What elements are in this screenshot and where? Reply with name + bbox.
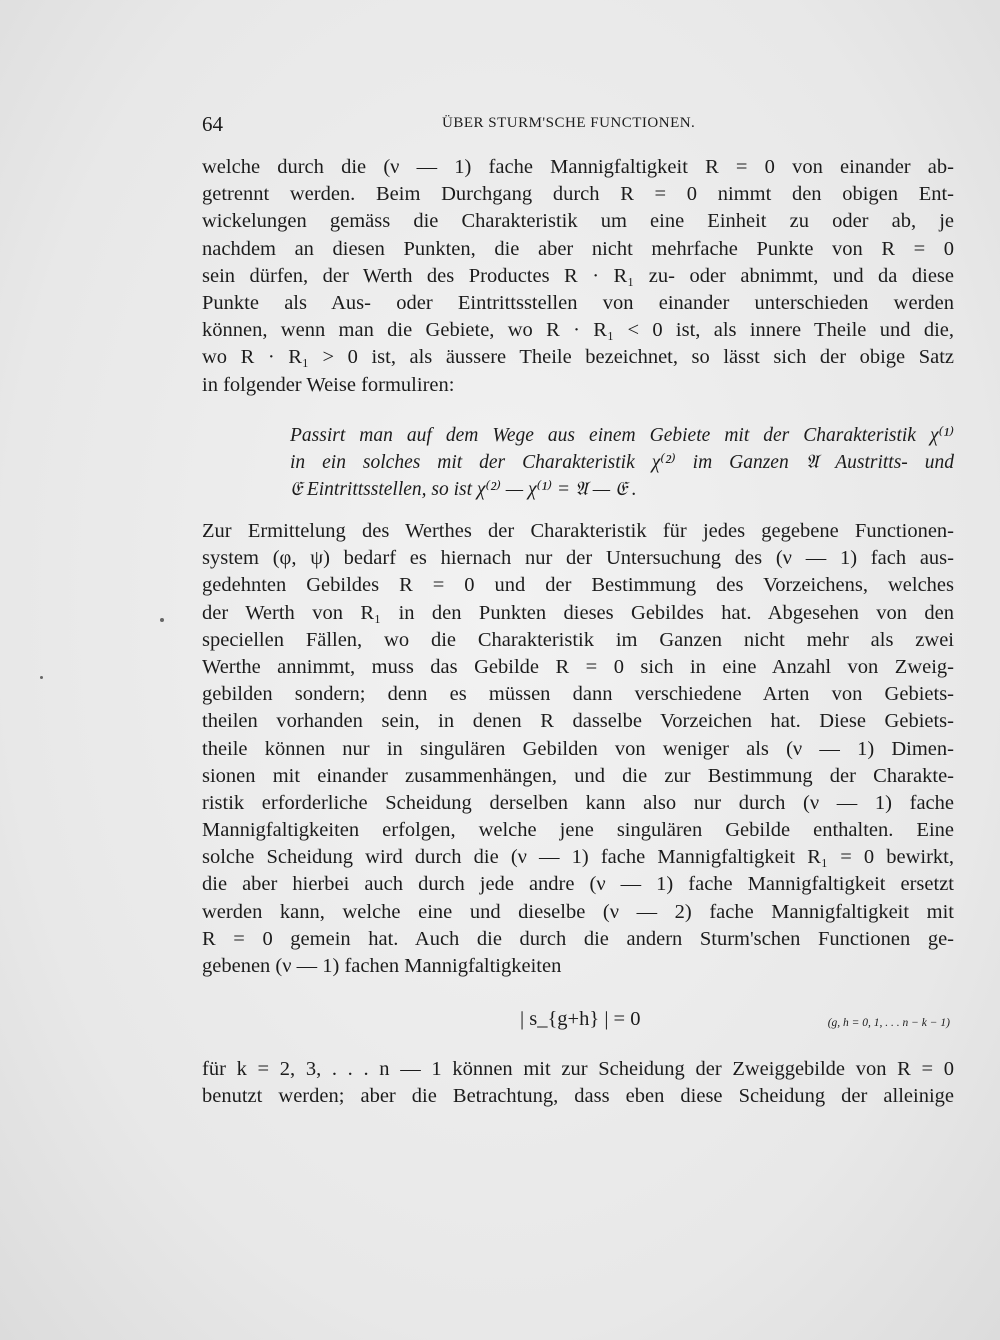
theorem-line: 𝔈 Eintrittsstellen, so ist χ⁽²⁾ — χ⁽¹⁾ = 𝔄 — 𝔈 . bbox=[290, 479, 637, 501]
paragraph-line: sionen mit einander zusammenhängen, und die zur Bestimmung der Charakte- bbox=[202, 764, 954, 787]
paragraph-line: wo R · R₁ > 0 ist, als äussere Theile bezeichnet, so lässt sich der obige Satz bbox=[202, 346, 954, 369]
paragraph-line: welche durch die (ν — 1) fache Mannigfaltigkeit R = 0 von einander ab- bbox=[202, 156, 954, 178]
paragraph-line: nachdem an diesen Punkten, die aber nicht mehrfache Punkte von R = 0 bbox=[202, 237, 954, 260]
paragraph-line: werden kann, welche eine und dieselbe (ν — 2) fache Mannigfaltigkeit mit bbox=[202, 900, 954, 923]
paragraph-line: theilen vorhanden sein, in denen R dasselbe Vorzeichen hat. Diese Gebiets- bbox=[202, 710, 954, 733]
paragraph-line: solche Scheidung wird durch die (ν — 1) fache Mannigfaltigkeit R₁ = 0 bewirkt, bbox=[202, 846, 954, 869]
paragraph-line: gedehnten Gebildes R = 0 und der Bestimmung des Vorzeichens, welches bbox=[202, 574, 954, 597]
paragraph-line: system (φ, ψ) bedarf es hiernach nur der Untersuchung des (ν — 1) fach aus- bbox=[202, 547, 954, 570]
page-header bbox=[202, 112, 952, 138]
running-title: ÜBER STURM'SCHE FUNCTIONEN. bbox=[442, 115, 696, 131]
paragraph-3 bbox=[202, 1056, 954, 1110]
formula-index-range: (g, h = 0, 1, . . . n − k − 1) bbox=[827, 1017, 950, 1029]
paragraph-line: R = 0 gemein hat. Auch die durch die andern Sturm'schen Functionen ge- bbox=[202, 927, 954, 950]
paragraph-line: gebenen (ν — 1) fachen Mannigfaltigkeiten bbox=[202, 955, 562, 977]
theorem-line: Passirt man auf dem Wege aus einem Gebiete mit der Charakteristik χ⁽¹⁾ bbox=[290, 425, 954, 446]
paragraph-line: in folgender Weise formuliren: bbox=[202, 373, 455, 396]
page-number: 64 bbox=[202, 112, 223, 136]
paragraph-line: der Werth von R₁ in den Punkten dieses Gebildes hat. Abgesehen von den bbox=[202, 601, 954, 624]
paragraph-line: getrennt werden. Beim Durchgang durch R = 0 nimmt den obigen Ent- bbox=[202, 183, 954, 206]
print-speck bbox=[160, 618, 164, 622]
display-formula bbox=[202, 1008, 954, 1038]
paragraph-line: speciellen Fällen, wo die Charakteristik im Ganzen nicht mehr als zwei bbox=[202, 628, 954, 651]
theorem-statement bbox=[290, 422, 954, 504]
paragraph-2 bbox=[202, 518, 954, 980]
paragraph-line: wickelungen gemäss die Charakteristik um eine Einheit zu oder ab, je bbox=[202, 210, 954, 233]
print-speck bbox=[40, 676, 43, 679]
paragraph-line: Werthe annimmt, muss das Gebilde R = 0 sich in eine Anzahl von Zweig- bbox=[202, 655, 954, 678]
paragraph-line: Zur Ermittelung des Werthes der Charakteristik für jedes gegebene Functionen- bbox=[202, 520, 954, 542]
paragraph-line: können, wenn man die Gebiete, wo R · R₁ < 0 ist, als innere Theile und die, bbox=[202, 319, 954, 342]
paragraph-line: die aber hierbei auch durch jede andre (ν — 1) fache Mannigfaltigkeit ersetzt bbox=[202, 873, 954, 896]
formula-equation: | s_{g+h} | = 0 bbox=[520, 1008, 641, 1030]
theorem-line: in ein solches mit der Charakteristik χ⁽²⁾ im Ganzen 𝔄 Austritts- und bbox=[290, 452, 954, 474]
paragraph-line: Punkte als Aus- oder Eintrittsstellen von einander unterschieden werden bbox=[202, 291, 954, 314]
paragraph-line: theile können nur in singulären Gebilden von weniger als (ν — 1) Dimen- bbox=[202, 737, 954, 760]
paragraph-line: Mannigfaltigkeiten erfolgen, welche jene singulären Gebilde enthalten. Eine bbox=[202, 819, 954, 842]
paragraph-line: benutzt werden; aber die Betrachtung, dass eben diese Scheidung der alleinige bbox=[202, 1085, 954, 1108]
paragraph-1 bbox=[202, 154, 954, 399]
paragraph-line: für k = 2, 3, . . . n — 1 können mit zur Scheidung der Zweiggebilde von R = 0 bbox=[202, 1058, 954, 1080]
paragraph-line: sein dürfen, der Werth des Productes R · R₁ zu- oder abnimmt, und da diese bbox=[202, 264, 954, 287]
paragraph-line: ristik erforderliche Scheidung derselben kann also nur durch (ν — 1) fache bbox=[202, 791, 954, 814]
paragraph-line: gebilden sondern; denn es müssen dann verschiedene Arten von Gebiets- bbox=[202, 683, 954, 706]
